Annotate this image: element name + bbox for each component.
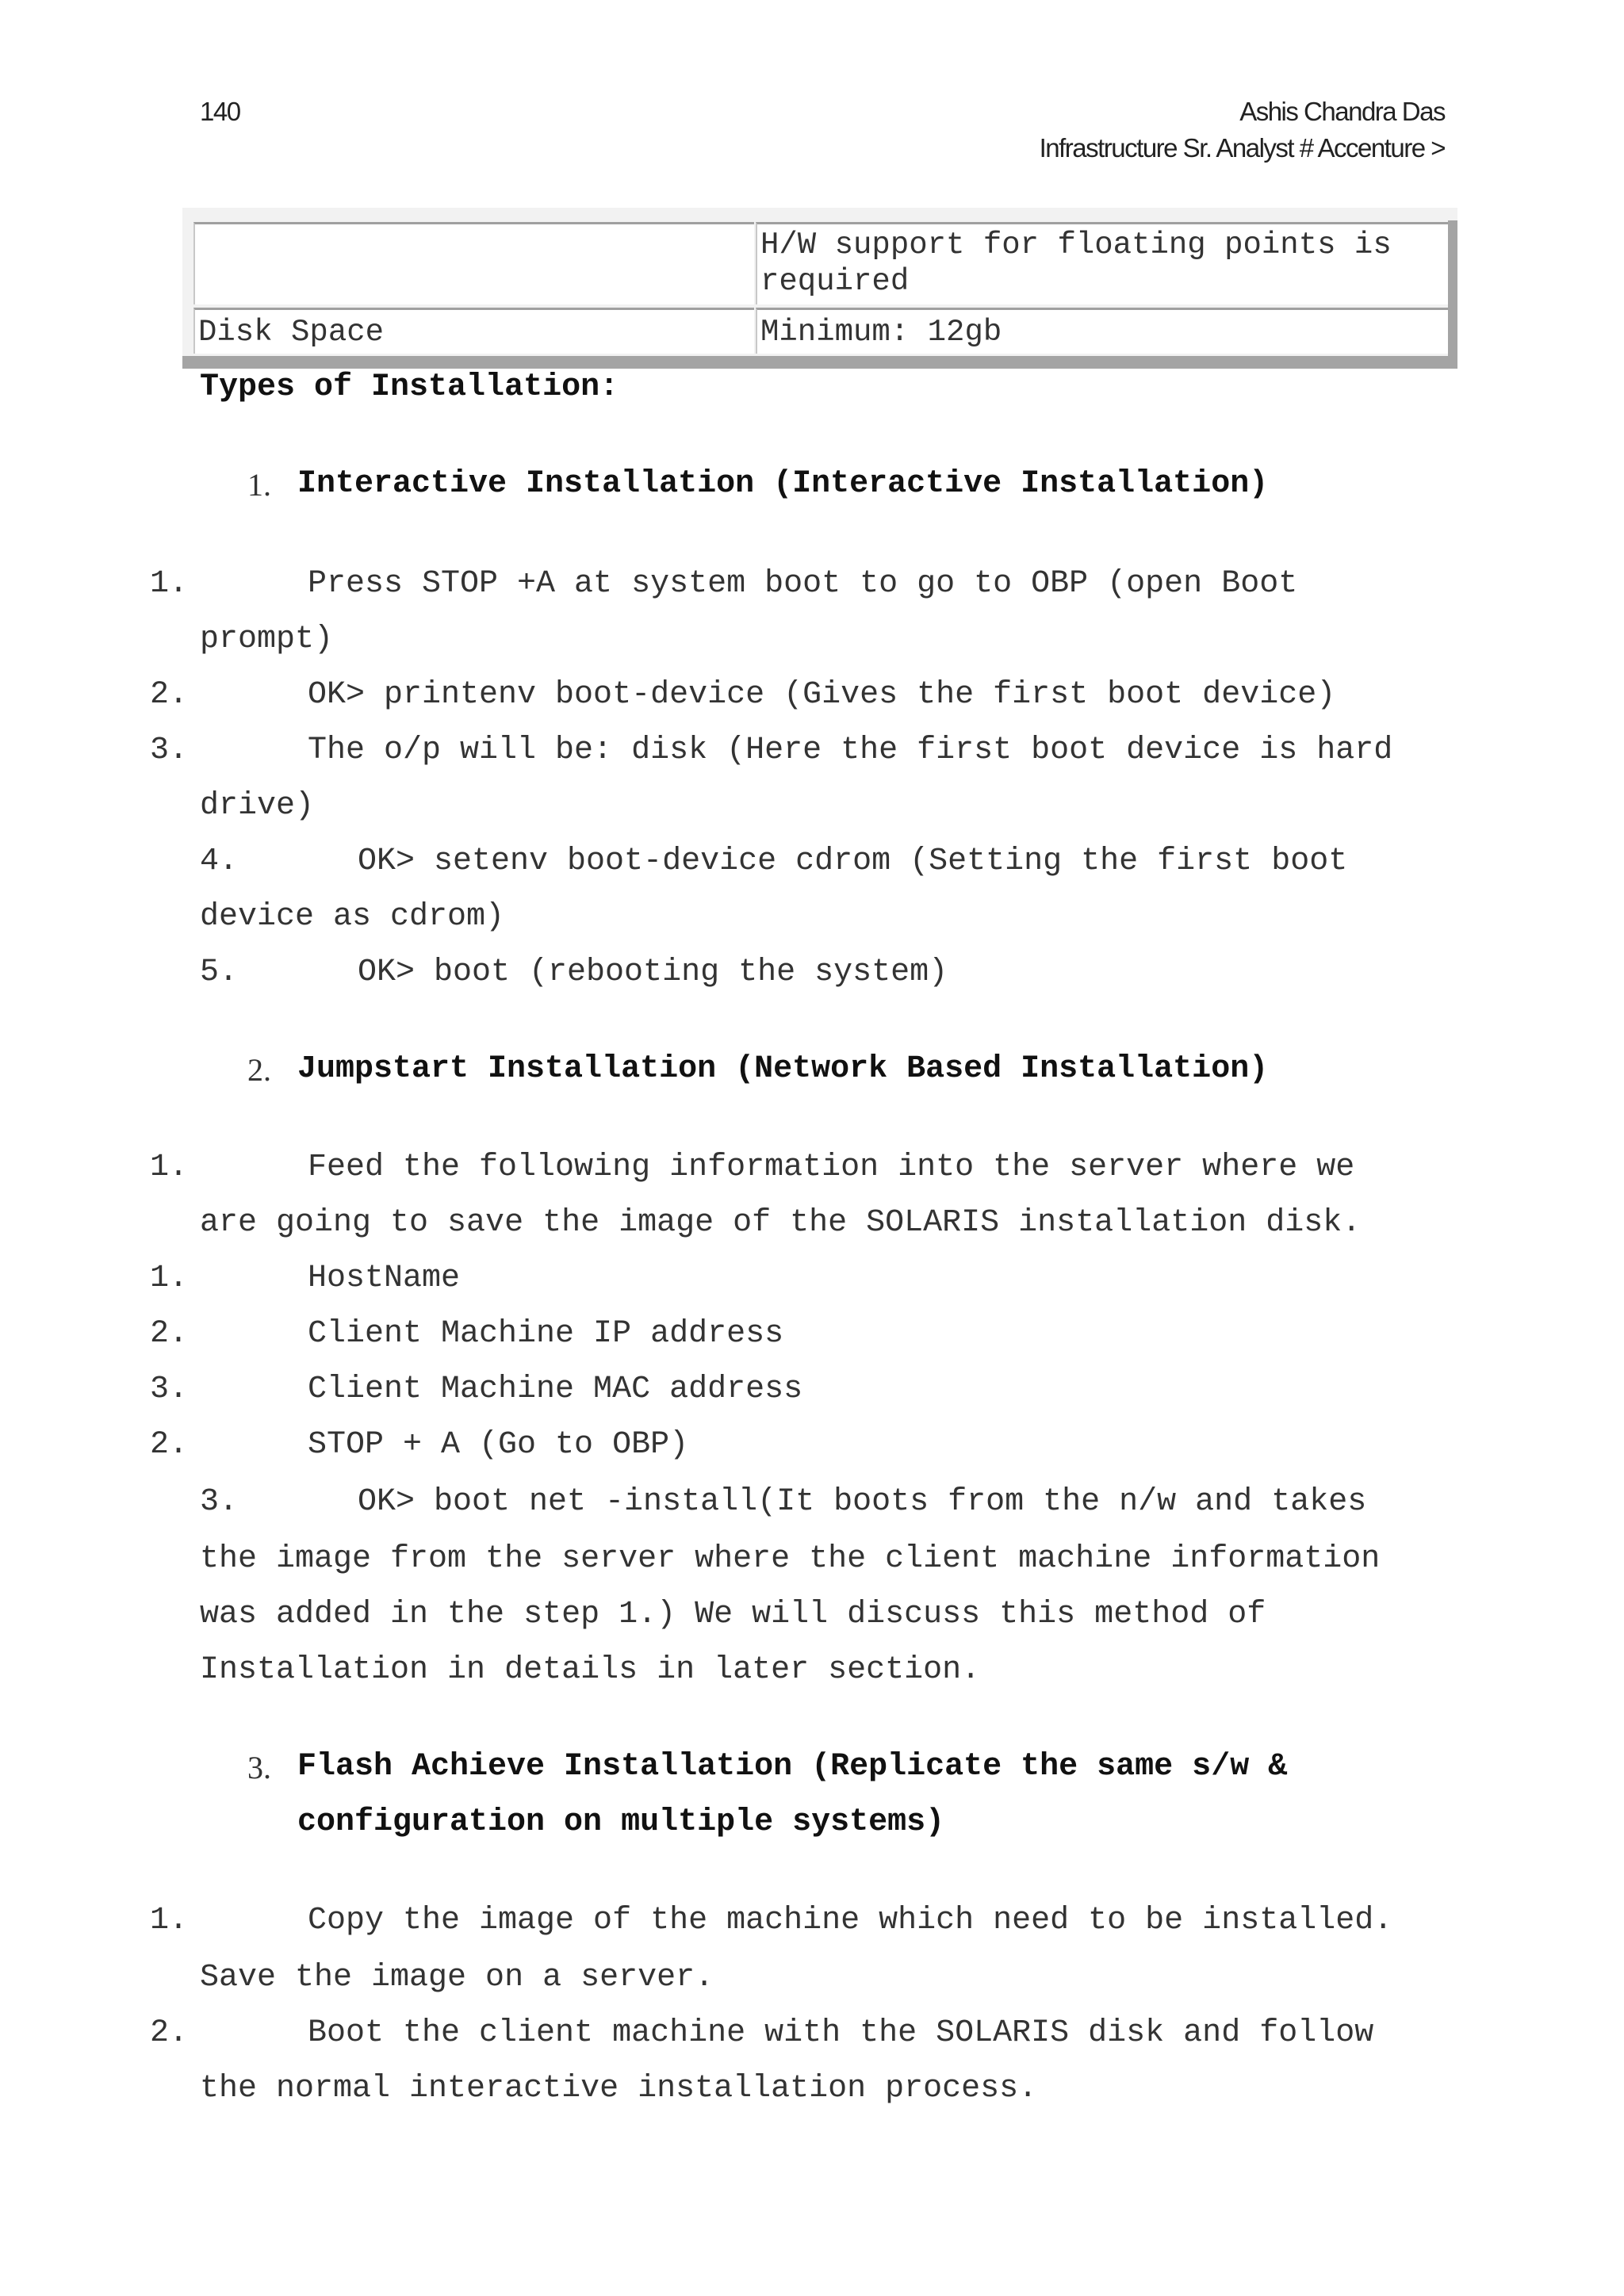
- table-cell-value-row2: Minimum: 12gb: [756, 308, 1448, 354]
- table-shadow-bottom: [182, 356, 1457, 369]
- author-affiliation: Infrastructure Sr. Analyst # Accenture >: [1039, 133, 1445, 163]
- section-number: 1.: [247, 467, 271, 503]
- section-title: Interactive Installation (Interactive Installation): [297, 466, 1269, 502]
- table-cell-value-row1: [756, 222, 1448, 304]
- list-item: Feed the following information into the server where we: [308, 1150, 1355, 1185]
- table-shadow-right: [1448, 220, 1457, 369]
- requirements-table: [182, 208, 1457, 369]
- list-item: OK> printenv boot-device (Gives the first boot device): [308, 677, 1336, 713]
- list-item-continuation: prompt): [200, 622, 334, 657]
- list-item: OK> boot net -install(It boots from the n/w and takes: [358, 1484, 1367, 1520]
- list-item: Press STOP +A at system boot to go to OBP (open Boot: [308, 566, 1298, 602]
- list-item-continuation: Save the image on a server.: [200, 1960, 714, 1996]
- list-item: OK> setenv boot-device cdrom (Setting the first boot: [358, 844, 1348, 879]
- section-number: 2.: [247, 1052, 271, 1088]
- list-number: 3.: [150, 1372, 189, 1407]
- list-number: 4.: [200, 844, 239, 879]
- list-item-continuation: was added in the step 1.) We will discuss this method of: [200, 1597, 1266, 1632]
- page-number: 140: [200, 97, 240, 126]
- list-item: The o/p will be: disk (Here the first boot device is hard: [308, 733, 1393, 768]
- list-number: 3.: [150, 733, 189, 768]
- list-number: 2.: [150, 677, 189, 713]
- list-item-continuation: drive): [200, 788, 315, 824]
- list-number: 2.: [150, 1316, 189, 1352]
- list-item-continuation: the image from the server where the client machine information: [200, 1541, 1381, 1577]
- list-item: STOP + A (Go to OBP): [308, 1427, 689, 1463]
- list-number: 2.: [150, 1427, 189, 1463]
- list-item: Client Machine IP address: [308, 1316, 784, 1352]
- list-item-continuation: device as cdrom): [200, 899, 505, 935]
- list-item: HostName: [308, 1261, 461, 1296]
- list-number: 2.: [150, 2015, 189, 2051]
- list-item: Boot the client machine with the SOLARIS disk and follow: [308, 2015, 1374, 2051]
- list-item-continuation: the normal interactive installation process.: [200, 2071, 1038, 2107]
- list-item: OK> boot (rebooting the system): [358, 955, 948, 990]
- section-title: Jumpstart Installation (Network Based Installation): [297, 1051, 1269, 1087]
- list-number: 5.: [200, 955, 239, 990]
- table-cell-label-row2: Disk Space: [193, 308, 754, 354]
- table-cell-label-row1: [193, 222, 754, 304]
- list-number: 1.: [150, 1261, 189, 1296]
- section-number: 3.: [247, 1750, 271, 1785]
- value-line: required: [760, 264, 910, 299]
- list-number: 1.: [150, 566, 189, 602]
- value-line: H/W support for floating points is: [760, 228, 1392, 262]
- list-number: 1.: [150, 1150, 189, 1185]
- section-title-continuation: configuration on multiple systems): [297, 1804, 945, 1840]
- list-number: 1.: [150, 1903, 189, 1938]
- section-title: Flash Achieve Installation (Replicate the same s/w &: [297, 1749, 1288, 1785]
- author-name: Ashis Chandra Das: [1239, 97, 1445, 126]
- list-item-continuation: are going to save the image of the SOLARIS installation disk.: [200, 1205, 1362, 1241]
- list-item: Client Machine MAC address: [308, 1372, 803, 1407]
- list-item-continuation: Installation in details in later section.: [200, 1652, 981, 1688]
- list-item: Copy the image of the machine which need to be installed.: [308, 1903, 1393, 1938]
- types-heading: Types of Installation:: [200, 369, 619, 405]
- list-number: 3.: [200, 1484, 239, 1520]
